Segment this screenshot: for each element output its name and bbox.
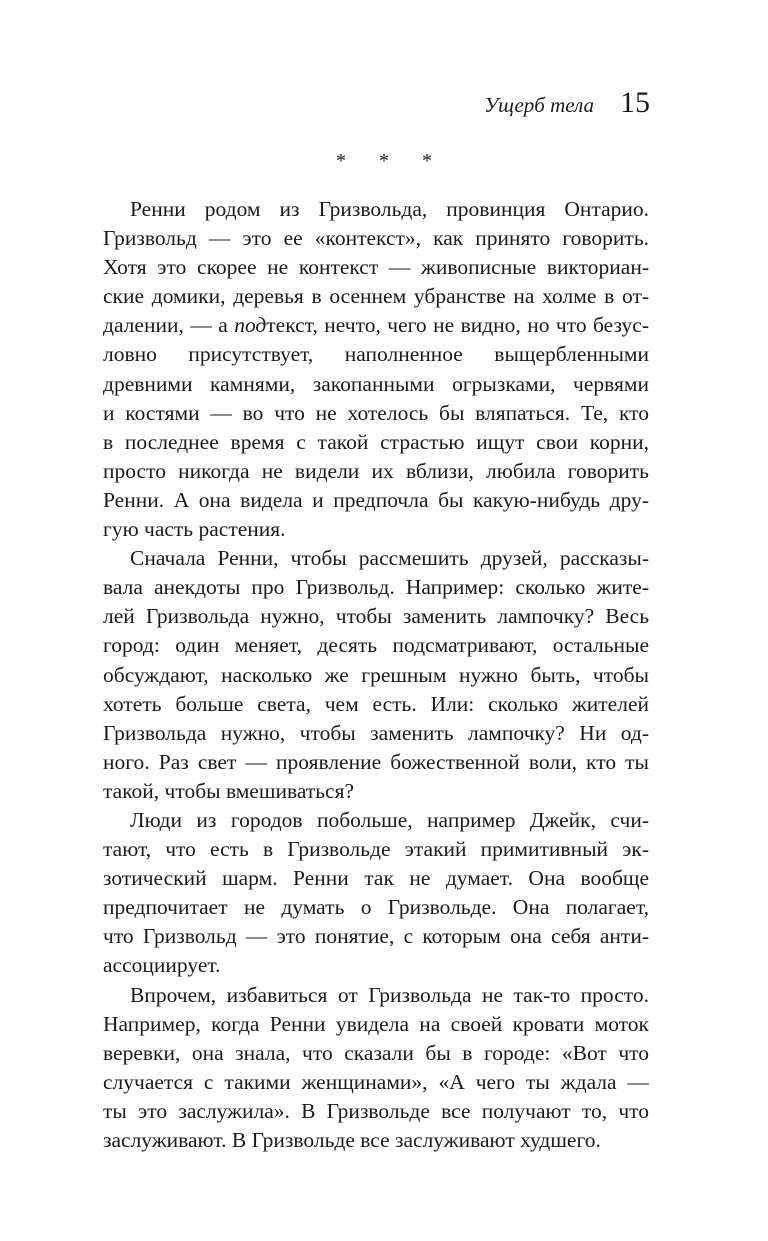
text-line: заслуживают. В Гризвольде все заслуживают худшего. bbox=[103, 1128, 601, 1152]
running-head bbox=[484, 86, 650, 120]
text-line: случается с такими женщинами», «А чего ты ждала — bbox=[103, 1069, 649, 1094]
paragraph-4 bbox=[103, 981, 649, 1156]
text-line: что Гризвольд — это понятие, с которым она себя анти- bbox=[103, 924, 649, 949]
text-line: предпочитает не думать о Гризвольде. Она полагает, bbox=[103, 895, 649, 920]
text-line: Например, когда Ренни увидела на своей кровати моток bbox=[103, 1011, 649, 1036]
text-line: Гризвольд — это ее «контекст», как принято говорить. bbox=[103, 226, 649, 251]
text-line: хотеть больше света, чем есть. Или: сколько жителей bbox=[103, 691, 649, 716]
text-line: лей Гризвольда нужно, чтобы заменить лампочку? Весь bbox=[103, 604, 649, 629]
text-line: просто никогда не видели их вблизи, любила говорить bbox=[103, 458, 649, 483]
text-line: Гризвольда нужно, чтобы заменить лампочку? Ни од- bbox=[103, 720, 649, 745]
text-line: город: один меняет, десять подсматривают, остальные bbox=[103, 633, 649, 658]
text-line: вала анекдоты про Гризвольд. Например: сколько жите- bbox=[103, 575, 649, 600]
text-line: тают, что есть в Гризвольде этакий примитивный эк- bbox=[103, 837, 649, 862]
text-line: и костями — во что не хотелось бы вляпаться. Те, кто bbox=[103, 400, 649, 425]
text-line: ассоциирует. bbox=[103, 953, 221, 978]
text-line: такой, чтобы вмешиваться? bbox=[103, 778, 355, 803]
text-line: обсуждают, насколько же грешным нужно быть, чтобы bbox=[103, 662, 649, 687]
text-line: ловно присутствует, наполненное выщербленными bbox=[103, 342, 649, 367]
paragraph-3 bbox=[103, 806, 649, 981]
text-line: Хотя это скорее не контекст — живописные викториан- bbox=[103, 255, 649, 280]
paragraph-2 bbox=[103, 544, 649, 806]
section-separator: * * * bbox=[336, 150, 446, 172]
text-fragment: текст, нечто, чего не видно, но что безус- bbox=[266, 313, 649, 338]
running-title: Ущерб тела bbox=[484, 93, 594, 117]
text-line: Сначала Ренни, чтобы рассмешить друзей, рассказы- bbox=[130, 546, 649, 571]
text-fragment: далении, — а bbox=[103, 313, 235, 338]
text-line-with-italic bbox=[103, 311, 649, 340]
paragraph-1 bbox=[103, 195, 649, 544]
text-line: древними камнями, закопанными огрызками, червями bbox=[103, 371, 649, 396]
text-line: ного. Раз свет — проявление божественной воли, кто ты bbox=[103, 749, 649, 774]
text-line: ты это заслужила». В Гризвольде все получают то, что bbox=[103, 1098, 649, 1123]
page-number: 15 bbox=[620, 86, 650, 119]
text-line: Люди из городов побольше, например Джейк, счи- bbox=[130, 807, 649, 832]
text-line: Ренни. А она видела и предпочла бы какую-нибудь дру- bbox=[103, 487, 649, 512]
text-line: ские домики, деревья в осеннем убранстве на холме в от- bbox=[103, 284, 649, 309]
italic-prefix: под bbox=[234, 313, 267, 338]
text-line: гую часть растения. bbox=[103, 517, 286, 542]
body-text bbox=[103, 195, 649, 1155]
text-line: зотический шарм. Ренни так не думает. Она вообще bbox=[103, 866, 649, 891]
text-line: в последнее время с такой страстью ищут свои корни, bbox=[103, 429, 649, 454]
text-line: веревки, она знала, что сказали бы в городе: «Вот что bbox=[103, 1040, 649, 1065]
text-line: Впрочем, избавиться от Гризвольда не так-то просто. bbox=[130, 982, 649, 1007]
text-line: Ренни родом из Гризвольда, провинция Онтарио. bbox=[130, 197, 649, 221]
